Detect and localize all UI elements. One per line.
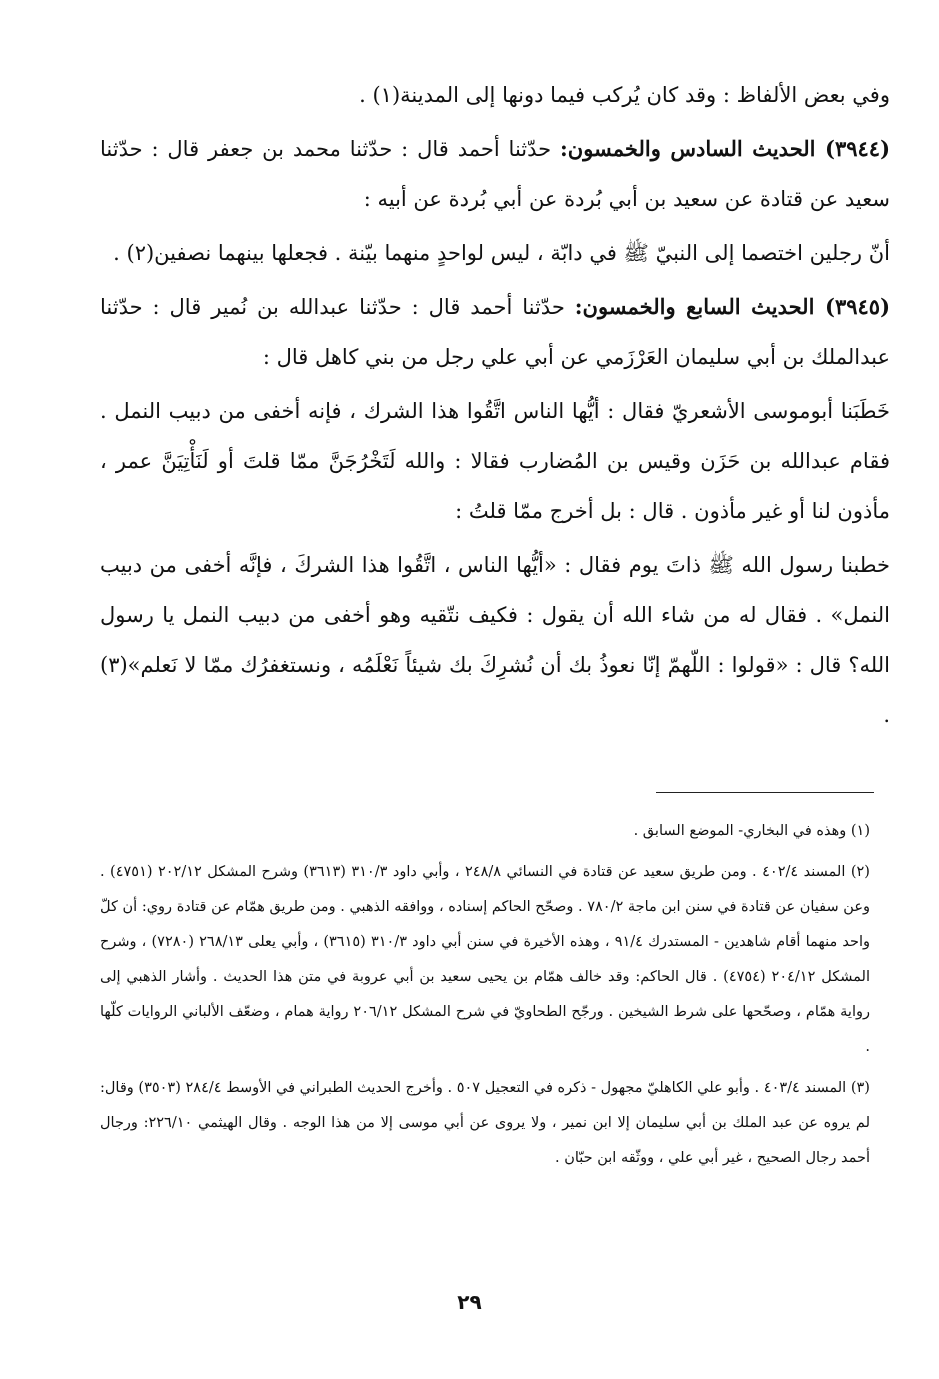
hadith-heading-3944: (٣٩٤٤) الحديث السادس والخمسون: (560, 136, 890, 161)
paragraph-abu-musa-sermon: خَطَبَنا أبوموسى الأشعريّ فقال : أيُّها الناس اتَّقُوا هذا الشرك ، فإنه أخفى من دبيب النمل . فقام عبدالله بن حَزَن وقيس بن المُضارب فقالا : والله لَتَخْرُجَنَّ ممّا قلتَ أو لَنَأْتِيَنَّ عمر ، مأذون لنا أو غير مأذون . قال : بل أخرج ممّا قلتُ : (100, 399, 890, 523)
paragraph-hadith-3944 (100, 124, 890, 224)
paragraph-hadith-3944-matn: أنّ رجلين اختصما إلى النبيّ ﷺ في دابّة ، ليس لواحدٍ منهما بيّنة . فجعلها بينهما نصفين(٢) . (113, 241, 890, 265)
hadith-isnad-3944: حدّثنا أحمد قال : حدّثنا محمد بن جعفر قال : حدّثنا سعيد عن قتادة عن سعيد بن أبي بُردة عن أبي بُردة عن أبيه : (100, 137, 890, 211)
paragraph-intro: وفي بعض الألفاظ : وقد كان يُركب فيما دونها إلى المدينة(١) . (359, 83, 890, 107)
paragraph-hadith-3945 (100, 282, 890, 382)
paragraph-prophet-sermon: خطبنا رسول الله ﷺ ذاتَ يوم فقال : «أيُّها الناس ، اتَّقُوا هذا الشركَ ، فإنَّه أخفى من دبيب النمل» . فقال له من شاء الله أن يقول : فكيف نتّقيه وهو أخفى من دبيب النمل يا رسول الله؟ قال : «قولوا : اللّهمّ إنّا نعوذُ بك أن نُشرِكَ بك شيئاً نَعْلَمُه ، ونستغفرُك ممّا لا نَعلم»(٣) . (100, 553, 890, 727)
footnotes (100, 814, 870, 1182)
main-text (100, 70, 890, 740)
footnote-2: (٢) المسند ٤٠٢/٤ . ومن طريق سعيد عن قتادة في النسائي ٢٤٨/٨ ، وأبي داود ٣١٠/٣ (٣٦١٣) وشرح المشكل ٢٠٢/١٢ (٤٧٥١) . وعن سفيان عن قتادة في سنن ابن ماجة ٧٨٠/٢ . وصحّح الحاكم إسناده ، ووافقه الذهبي . ومن طريق همّام عن قتادة روي: أن كلّ واحد منهما أقام شاهدين - المستدرك ٩١/٤ ، وهذه الأخيرة في سنن أبي داود ٣١٠/٣ (٣٦١٥) ، وأبي يعلى ٢٦٨/١٣ (٧٢٨٠) ، وشرح المشكل ٢٠٤/١٢ (٤٧٥٤) . قال الحاكم: وقد خالف همّام بن يحيى سعيد بن أبي عروبة في متن هذا الحديث . وأشار الذهبي إلى رواية همّام ، وصحّحها على شرط الشيخين . ورجّح الطحاويّ في شرح المشكل ٢٠٦/١٢ رواية همام ، وضعّف الألباني الروايات كلّها . (100, 864, 870, 1055)
footnote-1: (١) وهذه في البخاري- الموضع السابق . (633, 823, 870, 839)
hadith-heading-3945: (٣٩٤٥) الحديث السابع والخمسون: (574, 294, 891, 319)
footnote-3: (٣) المسند ٤٠٣/٤ . وأبو علي الكاهليّ مجهول - ذكره في التعجيل ٥٠٧ . وأخرج الحديث الطبراني في الأوسط ٢٨٤/٤ (٣٥٠٣) وقال: لم يروه عن عبد الملك بن أبي سليمان إلا ابن نمير ، ولا يروى عن أبي موسى إلا من هذا الوجه . وقال الهيثمي ٢٢٦/١٠: ورجال أحمد رجال الصحيح ، غير أبي علي ، ووثّقه ابن حبّان . (100, 1080, 870, 1166)
footnote-divider (656, 792, 874, 793)
hadith-isnad-3945: حدّثنا أحمد قال : حدّثنا عبدالله بن نُمير قال : حدّثنا عبدالملك بن أبي سليمان العَرْزَمي عن أبي علي رجل من بني كاهل قال : (100, 295, 890, 369)
page-number: ٢٩ (457, 1290, 482, 1314)
